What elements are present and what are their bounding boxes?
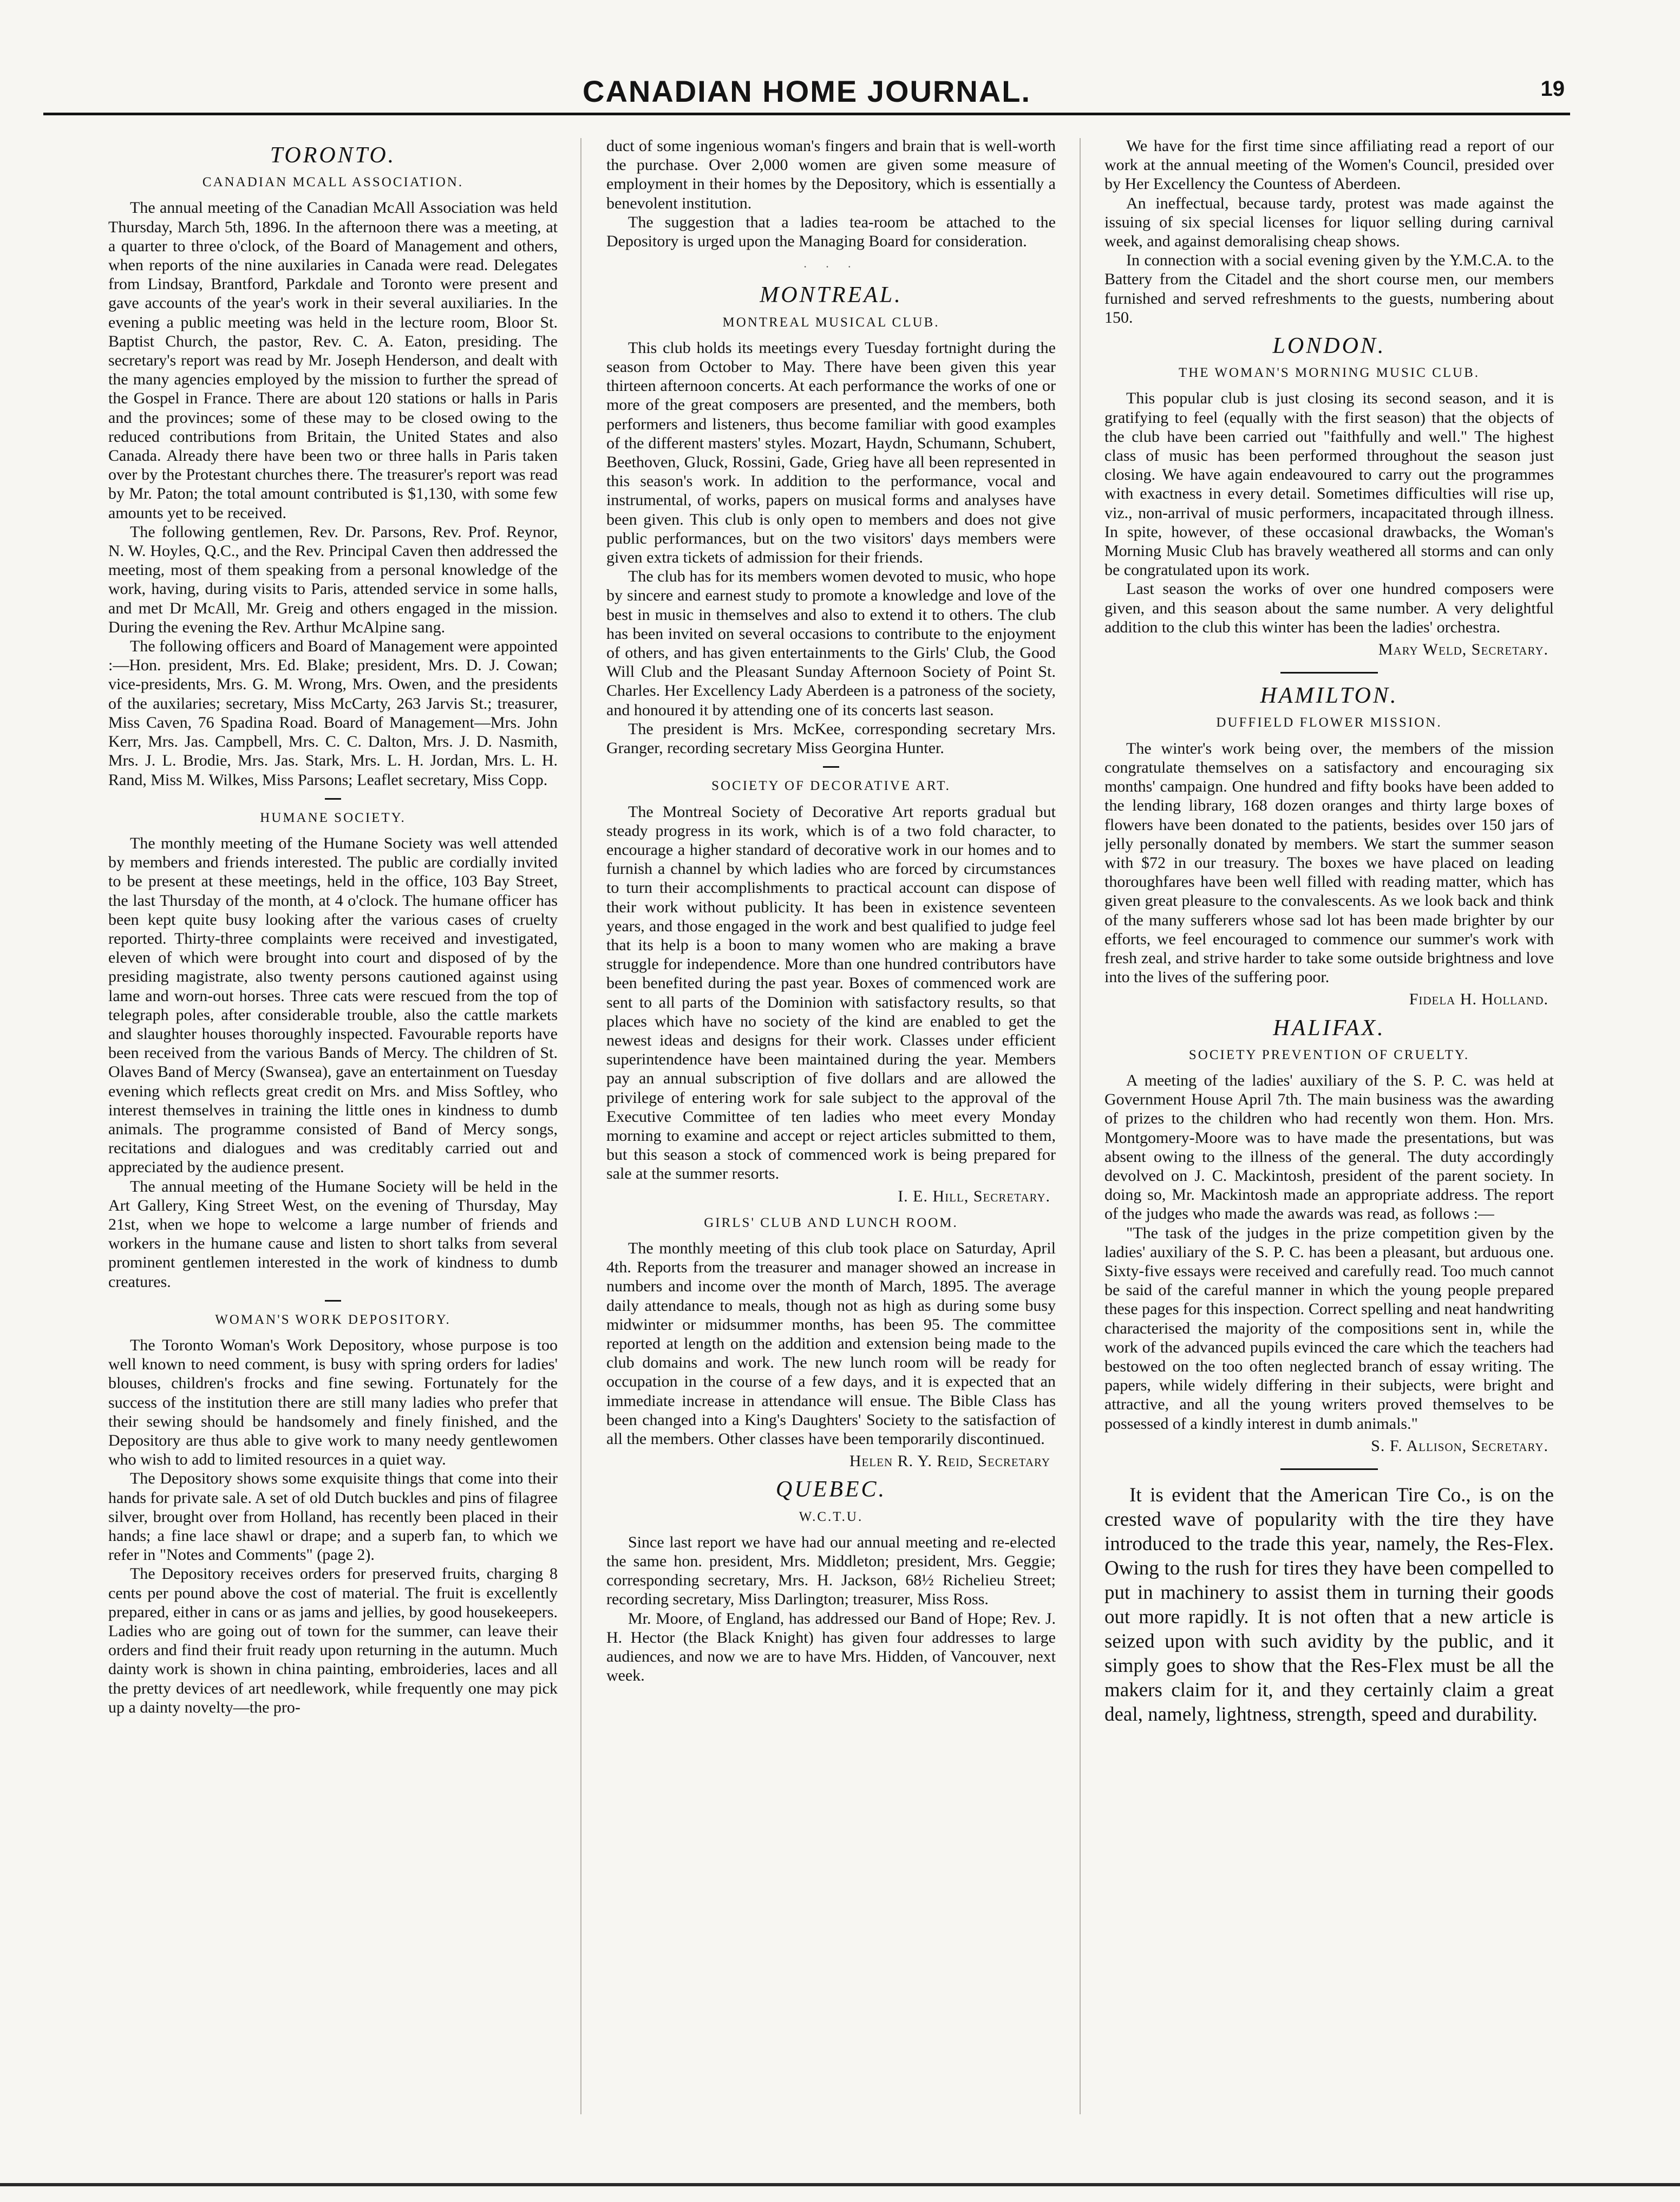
paragraph: Since last report we have had our annual meeting and re-elected the same hon. president, Mrs. Middleton; president, Mrs. Geggie; corresponding secretary, Mrs. H. Jackson, 68½ Richelieu Street; recording secretary, Miss Darlington; treasurer, Miss Ross. bbox=[606, 1533, 1056, 1609]
advertisement-tire bbox=[1104, 1483, 1554, 1727]
section-heading-cruelty: SOCIETY PREVENTION OF CRUELTY. bbox=[1188, 1047, 1470, 1062]
column-divider bbox=[1080, 138, 1081, 2114]
paragraph: This club holds its meetings every Tuesday fortnight during the season from October to May. There have been given this year thirteen afternoon concerts. At each performance the works of one or more of the great composers are presented, and the members, both performers and listeners, thus become familiar with good examples of the different masters' styles. Mozart, Haydn, Schumann, Schubert, Beethoven, Gluck, Rossini, Gade, Grieg have all been represented in this season's work. In addition to the performance, vocal and instrumental, of works, papers on musical forms and analyses have been given. This club is only open to members and does not give public performances, but on the two visitors' days members were given extra tickets of admission for their friends. bbox=[606, 338, 1056, 567]
paragraph: The winter's work being over, the members of the mission congratulate themselves on a satisfactory and encouraging six months' campaign. One hundred and fifty books have been added to the lending library, 168 dozen oranges and thirty large boxes of flowers have been donated to the patients, besides over 150 jars of jelly personally donated by members. We start the summer season with $72 in our treasury. The boxes we have placed on leading thoroughfares have been well filled with reading matter, which has given great pleasure to the convalescents. As we look back and think of the many sufferers whose sad lot has been made brighter by our efforts, we feel encouraged to commence our summer's work with fresh zeal, and strive harder to take some outside brightness and love into the lives of the suffering poor. bbox=[1104, 739, 1554, 986]
paragraph: Last season the works of over one hundred composers were given, and this season about the same number. A very delightful addition to the club this winter has been the ladies' orchestra. bbox=[1104, 580, 1554, 636]
city-heading-montreal: MONTREAL. bbox=[760, 283, 903, 308]
paragraph: "The task of the judges in the prize competition given by the ladies' auxiliary of the S. P. C. has been a pleasant, but arduous one. Sixty-five essays were received and carefully read. Too much cannot be said of the careful manner in which the young people prepared these pages for this inspection. Correct spelling and neat handwriting characterised the majority of the compositions sent in, while the work of the advanced pupils evinced the care which the teachers had bestowed on the too often neglected branch of essay writing. The papers, while widely differing in their subjects, were bright and attractive, and all the young writers proved themselves to be possessed of a kindly interest in dumb animals." bbox=[1104, 1224, 1554, 1433]
dot-separator: · · · bbox=[803, 260, 859, 274]
paragraph: We have for the first time since affiliating read a report of our work at the annual meeting of the Women's Council, presided over by Her Excellency the Countess of Aberdeen. bbox=[1104, 137, 1554, 193]
paragraph: An ineffectual, because tardy, protest was made against the issuing of six special licenses for liquor selling during carnival week, and against demoralising cheap shows. bbox=[1104, 194, 1554, 251]
paragraph: In connection with a social evening given by the Y.M.C.A. to the Battery from the Citadel and the short course men, our members furnished and served refreshments to the guests, numbering about 150. bbox=[1104, 251, 1554, 326]
city-heading-toronto: TORONTO. bbox=[270, 143, 396, 168]
column-right bbox=[1104, 136, 1554, 2129]
paragraph: The Depository shows some exquisite things that come into their hands for private sale. A set of old Dutch buckles and pins of filagree silver, brought over from Holland, has recently been placed in their hands; a fine lace shawl or drape; and a superb fan, to which we refer in "Notes and Comments" (page 2). bbox=[108, 1469, 558, 1564]
paragraph: The club has for its members women devoted to music, who hope by sincere and earnest study to promote a knowledge and love of the best in music in themselves and also to extend it to others. The club has been invited on several occasions to contribute to the enjoyment of others, and has given entertainments to the Girls' Club, the Good Will Club and the Pleasant Sunday Afternoon Society of Point St. Charles. Her Excellency Lady Aberdeen is a patroness of the society, and honoured it by attending one of its concerts last season. bbox=[606, 567, 1056, 719]
page-header bbox=[43, 64, 1570, 115]
paragraph: A meeting of the ladies' auxiliary of the S. P. C. was held at Government House April 7th. The main business was the awarding of prizes to the children who had recently won them. Hon. Mrs. Montgomery-Moore was to have made the presentations, but was absent owing to the illness of the general. The duty accordingly devolved on J. C. Mackintosh, president of the parent society. In doing so, Mr. Mackintosh made an appropriate address. The report of the judges who made the awards was read, as follows :— bbox=[1104, 1071, 1554, 1223]
column-divider bbox=[580, 138, 581, 2114]
column-left bbox=[108, 136, 558, 2129]
column-middle bbox=[606, 136, 1056, 2129]
paragraph: The annual meeting of the Humane Society will be held in the Art Gallery, King Street West, on the evening of Thursday, May 21st, when we hope to welcome a large number of friends and workers in the humane cause and listen to short talks from several prominent gentlemen interested in the work of kindness to dumb creatures. bbox=[108, 1177, 558, 1291]
section-heading-humane: HUMANE SOCIETY. bbox=[260, 810, 406, 825]
section-heading-musical-club: MONTREAL MUSICAL CLUB. bbox=[722, 315, 940, 330]
signature: S. F. Allison, Secretary. bbox=[1371, 1436, 1548, 1455]
page-number: 19 bbox=[1540, 77, 1565, 101]
journal-title: CANADIAN HOME JOURNAL. bbox=[583, 74, 1031, 108]
advert-text: It is evident that the American Tire Co., is on the crested wave of popularity with the tire they have introduced to the trade this year, namely, the Res-Flex. Owing to the rush for tires they have been compelled to put in machinery to assist them in turning their goods out more rapidly. It is not often that a new article is seized upon with such avidity by the public, and it simply goes to show that the Res-Flex must be all the makers claim for it, and they certainly claim a great deal, namely, lightness, strength, speed and durability. bbox=[1104, 1484, 1554, 1726]
paragraph: The president is Mrs. McKee, corresponding secretary Mrs. Granger, recording secretary Miss Georgina Hunter. bbox=[606, 720, 1056, 757]
paragraph: Mr. Moore, of England, has addressed our Band of Hope; Rev. J. H. Hector (the Black Knight) has given four addresses to large audiences, and now we are to have Mrs. Hidden, of Vancouver, next week. bbox=[606, 1609, 1056, 1685]
section-heading-girls-club: GIRLS' CLUB AND LUNCH ROOM. bbox=[704, 1215, 958, 1230]
section-heading-decorative-art: SOCIETY OF DECORATIVE ART. bbox=[711, 779, 951, 794]
section-heading-wctu: W.C.T.U. bbox=[799, 1509, 864, 1524]
paragraph-continued: duct of some ingenious woman's fingers and brain that is well-worth the purchase. Over 2,000 women are given some measure of employment in their homes by the Depository, which is essentially a benevolent institution. bbox=[606, 137, 1056, 212]
city-heading-london: LONDON. bbox=[1272, 334, 1386, 359]
signature: Mary Weld, Secretary. bbox=[1378, 641, 1548, 659]
section-rule bbox=[1280, 1468, 1378, 1470]
section-rule bbox=[325, 1300, 341, 1302]
paragraph: The following gentlemen, Rev. Dr. Parsons, Rev. Prof. Reynor, N. W. Hoyles, Q.C., and the Rev. Principal Caven then addressed the meeting, most of them speaking from a personal knowledge of the work, having, during visits to Paris, attended service in some halls, and met Dr McAll, Mr. Greig and others engaged in the mission. During the evening the Rev. Arthur McAlpine sang. bbox=[108, 522, 558, 636]
paragraph: The following officers and Board of Management were appointed :—Hon. president, Mrs. Ed. Blake; president, Mrs. D. J. Cowan; vice-presidents, Mrs. G. M. Wrong, Mrs. Owen, and the presidents of the auxilaries; secretary, Miss McCarty, 263 Jarvis St.; treasurer, Miss Caven, 76 Spadina Road. Board of Management—Mrs. John Kerr, Mrs. Jas. Campbell, Mrs. C. C. Dalton, Mrs. J. D. Nasmith, Mrs. J. L. Brodie, Mrs. Jas. Stark, Mrs. L. H. Jordan, Mrs. L. H. Rand, Miss M. Wilkes, Miss Parsons; Leaflet secretary, Miss Copp. bbox=[108, 637, 558, 789]
section-heading-mcall: CANADIAN MCALL ASSOCIATION. bbox=[202, 175, 464, 190]
section-rule bbox=[325, 798, 341, 800]
paragraph: This popular club is just closing its second season, and it is gratifying to feel (equally with the first season) that the objects of the club have been carried out "faithfully and well." The highest class of music has been performed throughout the season just closing. We have again endeavoured to carry out the programmes with exactness in every detail. Sometimes difficulties will rise up, viz., non-arrival of music performers, incapacitated through illness. In spite, however, of these occasional drawbacks, the Woman's Morning Music Club has bravely weathered all storms and can only be congratulated upon its work. bbox=[1104, 389, 1554, 579]
paragraph: The Depository receives orders for preserved fruits, charging 8 cents per pound above the cost of material. The fruit is excellently prepared, either in cans or as jams and jellies, by good housekeepers. Ladies who are going out of town for the summer, can leave their orders and find their fruit ready upon returning in the autumn. Much dainty work is shown in china painting, embroideries, laces and all the pretty devices of art needlework, while frequently one may pick up a dainty novelty—the pro- bbox=[108, 1565, 558, 1716]
signature: I. E. Hill, Secretary. bbox=[898, 1187, 1050, 1205]
paragraph: The suggestion that a ladies tea-room be attached to the Depository is urged upon the Managing Board for consideration. bbox=[606, 213, 1056, 251]
signature: Fidela H. Holland. bbox=[1409, 990, 1548, 1009]
section-heading-music-club: THE WOMAN'S MORNING MUSIC CLUB. bbox=[1178, 365, 1480, 381]
city-heading-quebec: QUEBEC. bbox=[775, 1477, 887, 1502]
city-heading-halifax: HALIFAX. bbox=[1273, 1015, 1385, 1041]
section-rule bbox=[823, 766, 839, 768]
page-bottom-edge bbox=[0, 2183, 1680, 2186]
paragraph: The monthly meeting of this club took place on Saturday, April 4th. Reports from the treasurer and manager showed an increase in numbers and income over the month of March, 1895. The average daily attendance to meals, though not as high as during some busy midwinter or midsummer months, has been 95. The committee reported at length on the addition and extension being made to the club domains and work. The new lunch room will be ready for occupation in the course of a few days, and it is expected that an immediate increase in attendance will ensue. The Bible Class has been changed into a King's Daughters' Society to the satisfaction of all the members. Other classes have been temporarily discontinued. bbox=[606, 1239, 1056, 1448]
section-heading-depository: WOMAN'S WORK DEPOSITORY. bbox=[215, 1312, 451, 1327]
paragraph: The annual meeting of the Canadian McAll Association was held Thursday, March 5th, 1896. In the afternoon there was a meeting, at a quarter to three o'clock, of the Board of Management and others, when reports of the nine auxilaries in Canada were read. Delegates from Lindsay, Brantford, Parkdale and Toronto were present and gave accounts of the year's work in their several auxiliaries. In the evening a public meeting was held in the lecture room, Bloor St. Baptist Church, the pastor, Rev. C. A. Eaton, presiding. The secretary's report was read by Mr. Joseph Henderson, and dealt with the many agencies employed by the mission to further the spread of the Gospel in France. There are about 120 stations or halls in Paris and the provinces; some of these may to be closed owing to the reduced contributions from Britain, the United States and also Canada. Already there have been two or three halls in Paris taken over by the Protestant churches there. The treasurer's report was read by Mr. Paton; the total amount contributed is $1,130, with some few amounts yet to be received. bbox=[108, 199, 558, 522]
city-heading-hamilton: HAMILTON. bbox=[1260, 683, 1398, 709]
paragraph: The monthly meeting of the Humane Society was well attended by members and friends interested. The public are cordially invited to be present at these meetings, held in the office, 103 Bay Street, the last Thursday of the month, at 4 o'clock. The humane officer has been kept quite busy looking after the various cases of cruelty reported. Thirty-three complaints were received and investigated, eleven of which were brought into court and disposed of by the presiding magistrate, also twenty persons cautioned against using lame and worn-out horses. Three cats were rescued from the top of telegraph poles, after considerable trouble, also the cattle markets and slaughter houses thoroughly inspected. Favourable reports have been received from the various Bands of Mercy. The children of St. Olaves Band of Mercy (Swansea), gave an entertainment on Tuesday evening which reflects great credit on Mrs. and Miss Softley, who interest themselves in training the little ones in kindness to dumb animals. The programme consisted of Band of Mercy songs, recitations and dialogues and was creditably carried out and appreciated by the audience present. bbox=[108, 834, 558, 1177]
section-heading-flower-mission: DUFFIELD FLOWER MISSION. bbox=[1216, 715, 1442, 730]
paragraph: The Montreal Society of Decorative Art reports gradual but steady progress in its work, which is of a two fold character, to encourage a higher standard of decorative work in our homes and to furnish a channel by which ladies who are forced by circumstances to turn their accomplishments to practical account can dispose of their work without publicity. It has been in existence seventeen years, and those engaged in the work and best qualified to judge feel that its help is a boon to many women who are making a brave struggle for independence. More than one hundred contributors have been benefited during the past year. Boxes of commenced work are sent to all parts of the Dominion with satisfactory results, so that places which have no society of the kind are enabled to get the newest ideas and designs for their work. Classes under efficient superintendence have been maintained during the year. Members pay an annual subscription of five dollars and are allowed the privilege of entering work for sale subject to the approval of the Executive Committee of ten ladies who meet every Monday morning to examine and accept or reject articles submitted to them, but this season a stock of commenced work is being prepared for sale at the summer resorts. bbox=[606, 802, 1056, 1183]
paragraph: The Toronto Woman's Work Depository, whose purpose is too well known to need comment, is busy with spring orders for ladies' blouses, children's frocks and fine sewing. Fortunately for the success of the institution there are still many ladies who prefer that their sewing should be handsomely and finely finished, and the Depository are thus able to give work to many needy gentlewomen who wish to add to limited resources in a quiet way. bbox=[108, 1336, 558, 1469]
signature: Helen R. Y. Reid, Secretary bbox=[849, 1452, 1050, 1471]
section-rule bbox=[1280, 672, 1378, 674]
